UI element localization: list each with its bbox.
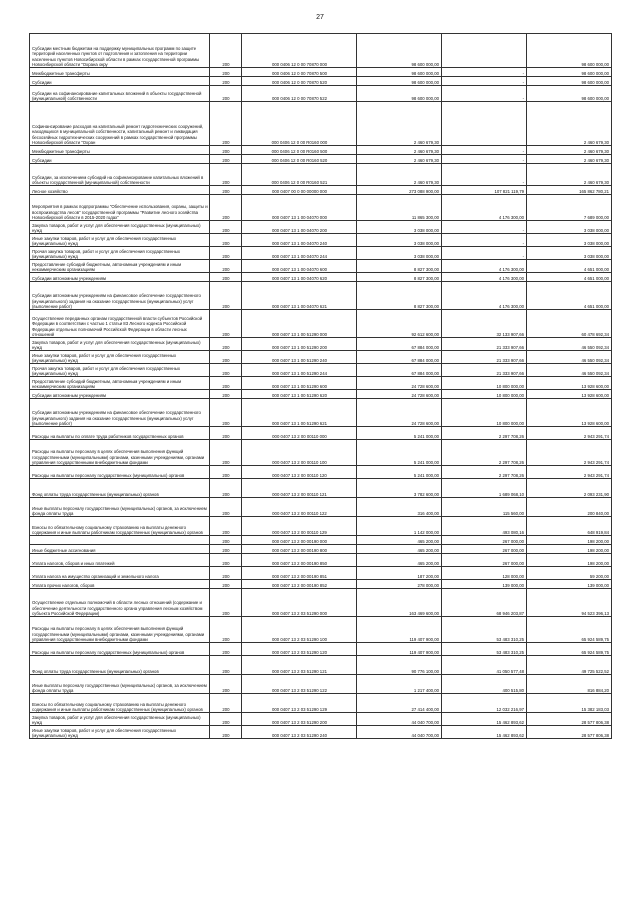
remaining-amount-cell: 15 382 183,03 <box>527 694 612 713</box>
admin-code-cell: 200 <box>210 377 242 390</box>
budget-code-cell: 000 0406 12 0 00 R0160 000 <box>242 102 357 146</box>
approved-amount-cell: 8 827 300,00 <box>357 282 442 310</box>
approved-amount-cell: 3 038 000,00 <box>357 221 442 234</box>
table-row <box>30 390 612 399</box>
expense-name-cell: Закупка товаров, работ и услуг для обеспечения государственных (муниципальных) нужд <box>30 338 210 351</box>
admin-code-cell: 200 <box>210 247 242 260</box>
executed-amount-cell: 41 050 577,48 <box>442 656 527 675</box>
executed-amount-cell: 4 176 300,00 <box>442 273 527 282</box>
expense-name-cell: Прочая закупка товаров, работ и услуг для обеспечения государственных (муниципальных) нужд <box>30 364 210 377</box>
remaining-amount-cell: 98 600 000,00 <box>527 86 612 102</box>
remaining-amount-cell: 3 038 000,00 <box>527 221 612 234</box>
remaining-amount-cell: 28 577 806,38 <box>527 713 612 726</box>
approved-amount-cell: 8 827 300,00 <box>357 260 442 273</box>
remaining-amount-cell: 59 200,00 <box>527 567 612 580</box>
approved-amount-cell: 3 038 000,00 <box>357 247 442 260</box>
expense-name-cell: Предоставление субсидий бюджетным, автономным учреждениям и иным некоммерческим организациям <box>30 377 210 390</box>
approved-amount-cell: 98 600 000,00 <box>357 86 442 102</box>
expense-name-cell: Мероприятия в рамках подпрограммы "Обеспечение использования, охраны, защиты и воспроизводства лесов" государственной программы "Развитие лесного хозяйства Новосибирской области в 2015-2020 годах" <box>30 195 210 221</box>
expense-name-cell: Субсидии на софинансирование капитальных вложений в объекты государственной (муниципальной) собственности <box>30 86 210 102</box>
executed-amount-cell: 2 297 708,26 <box>442 466 527 479</box>
executed-amount-cell: - <box>442 68 527 77</box>
expense-name-cell: Расходы на выплаты персоналу государственных (муниципальных) органов <box>30 466 210 479</box>
expense-name-cell: Взносы по обязательному социальному страхованию на выплаты денежного содержания и иные выплаты работникам государственных (муниципальных) органов <box>30 517 210 536</box>
table-row <box>30 567 612 580</box>
executed-amount-cell: 4 176 300,00 <box>442 282 527 310</box>
table-row <box>30 195 612 221</box>
budget-code-cell: 000 0406 12 0 00 R0160 521 <box>242 164 357 186</box>
approved-amount-cell: 273 088 900,00 <box>357 186 442 195</box>
remaining-amount-cell: 98 600 000,00 <box>527 34 612 68</box>
remaining-amount-cell: 2 460 679,30 <box>527 155 612 164</box>
budget-code-cell: 000 0407 13 1 00 51290 244 <box>242 364 357 377</box>
table-row <box>30 399 612 427</box>
table-row <box>30 466 612 479</box>
budget-code-cell: 000 0407 13 2 03 51290 120 <box>242 643 357 656</box>
approved-amount-cell: 90 776 100,00 <box>357 656 442 675</box>
admin-code-cell: 200 <box>210 440 242 466</box>
table-row <box>30 517 612 536</box>
table-row <box>30 155 612 164</box>
executed-amount-cell: 15 462 893,62 <box>442 713 527 726</box>
expense-name-cell: Уплата налога на имущество организаций и земельного налога <box>30 567 210 580</box>
executed-amount-cell: 107 821 119,79 <box>442 186 527 195</box>
table-row <box>30 440 612 466</box>
budget-table <box>29 33 612 739</box>
executed-amount-cell: 128 000,00 <box>442 567 527 580</box>
executed-amount-cell: 4 176 300,00 <box>442 195 527 221</box>
budget-code-cell: 000 0406 12 0 00 70870 522 <box>242 86 357 102</box>
executed-amount-cell: - <box>442 155 527 164</box>
expense-name-cell: Иные выплаты персоналу государственных (муниципальных) органов, за исключением фонда оплаты труда <box>30 498 210 517</box>
executed-amount-cell: 267 000,00 <box>442 554 527 567</box>
expense-name-cell: Субсидии <box>30 77 210 86</box>
table-row <box>30 221 612 234</box>
expense-name-cell: Закупка товаров, работ и услуг для обеспечения государственных (муниципальных) нужд <box>30 221 210 234</box>
executed-amount-cell: 267 000,00 <box>442 536 527 545</box>
table-row <box>30 479 612 498</box>
expense-name-cell: Субсидии автономным учреждениям <box>30 273 210 282</box>
remaining-amount-cell: 46 550 092,34 <box>527 364 612 377</box>
table-row <box>30 643 612 656</box>
executed-amount-cell: 10 800 000,00 <box>442 399 527 427</box>
executed-amount-cell: 267 000,00 <box>442 545 527 554</box>
admin-code-cell: 200 <box>210 479 242 498</box>
table-row <box>30 77 612 86</box>
approved-amount-cell: 3 782 600,00 <box>357 479 442 498</box>
expense-name-cell: Субсидии автономным учреждениям на финансовое обеспечение государственного (муниципального) задания на оказание государственных (муниципальных) услуг (выполнение работ) <box>30 399 210 427</box>
admin-code-cell: 200 <box>210 713 242 726</box>
executed-amount-cell: 1 689 068,10 <box>442 479 527 498</box>
executed-amount-cell: - <box>442 234 527 247</box>
expense-name-cell: Фонд оплаты труда государственных (муниципальных) органов <box>30 479 210 498</box>
remaining-amount-cell: 200 840,00 <box>527 498 612 517</box>
approved-amount-cell: 98 600 000,00 <box>357 68 442 77</box>
approved-amount-cell: 1 142 000,00 <box>357 517 442 536</box>
executed-amount-cell: - <box>442 247 527 260</box>
budget-code-cell: 000 0407 13 1 00 04070 200 <box>242 221 357 234</box>
approved-amount-cell: 8 827 300,00 <box>357 273 442 282</box>
admin-code-cell: 200 <box>210 589 242 617</box>
expense-name-cell: Софинансирование расходов на капитальный ремонт гидротехнических сооружений, находящихся в муниципальной собственности, капитальный ремонт и ликвидация бесхозяйных гидротехнических сооружений в рамках государственной программы Новосибирской области "Охран <box>30 102 210 146</box>
table-row <box>30 260 612 273</box>
budget-code-cell: 000 0407 13 2 00 00110 100 <box>242 440 357 466</box>
remaining-amount-cell: 13 928 600,00 <box>527 377 612 390</box>
executed-amount-cell: 21 333 907,66 <box>442 351 527 364</box>
expense-name-cell: Уплата прочих налогов, сборов <box>30 580 210 589</box>
approved-amount-cell: 92 612 600,00 <box>357 310 442 338</box>
executed-amount-cell: 12 032 216,97 <box>442 694 527 713</box>
approved-amount-cell: 119 407 900,00 <box>357 643 442 656</box>
admin-code-cell: 200 <box>210 545 242 554</box>
expense-name-cell: Фонд оплаты труда государственных (муниципальных) органов <box>30 656 210 675</box>
budget-code-cell: 000 0407 13 2 00 00110 000 <box>242 427 357 440</box>
remaining-amount-cell: 49 725 522,52 <box>527 656 612 675</box>
expense-name-cell: Расходы на выплаты персоналу государственных (муниципальных) органов <box>30 643 210 656</box>
remaining-amount-cell: 2 943 291,74 <box>527 440 612 466</box>
expense-name-cell: Осуществление переданных органам государственной власти субъектов Российской Федерации в соответствии с частью 1 статьи 83 Лесного кодекса Российской Федерации отдельных полномочий Российской Федерации в области лесных отношений <box>30 310 210 338</box>
budget-code-cell: 000 0407 13 2 00 00190 800 <box>242 545 357 554</box>
remaining-amount-cell: 816 884,20 <box>527 675 612 694</box>
approved-amount-cell: 67 884 000,00 <box>357 364 442 377</box>
admin-code-cell: 200 <box>210 195 242 221</box>
budget-code-cell: 000 0407 13 2 00 00110 120 <box>242 466 357 479</box>
approved-amount-cell: 187 200,00 <box>357 567 442 580</box>
admin-code-cell: 200 <box>210 580 242 589</box>
executed-amount-cell: 32 133 907,66 <box>442 310 527 338</box>
budget-code-cell: 000 0407 13 1 00 04070 000 <box>242 195 357 221</box>
approved-amount-cell: 24 728 600,00 <box>357 390 442 399</box>
admin-code-cell: 200 <box>210 656 242 675</box>
budget-code-cell: 000 0407 13 2 03 51290 129 <box>242 694 357 713</box>
budget-code-cell: 000 0407 13 1 00 04070 244 <box>242 247 357 260</box>
budget-code-cell: 000 0407 13 1 00 04070 600 <box>242 260 357 273</box>
admin-code-cell: 200 <box>210 221 242 234</box>
executed-amount-cell: 139 000,00 <box>442 580 527 589</box>
executed-amount-cell <box>442 34 527 68</box>
budget-code-cell: 000 0407 13 2 03 51290 240 <box>242 726 357 739</box>
expense-name-cell: Прочая закупка товаров, работ и услуг для обеспечения государственных (муниципальных) нужд <box>30 247 210 260</box>
approved-amount-cell: 98 600 000,00 <box>357 77 442 86</box>
admin-code-cell: 200 <box>210 694 242 713</box>
remaining-amount-cell: 139 000,00 <box>527 580 612 589</box>
remaining-amount-cell: 2 943 291,74 <box>527 466 612 479</box>
expense-name-cell: Иные закупки товаров, работ и услуг для обеспечения государственных (муниципальных) нужд <box>30 726 210 739</box>
executed-amount-cell: - <box>442 221 527 234</box>
budget-code-cell: 000 0407 13 2 00 00110 129 <box>242 517 357 536</box>
table-row <box>30 86 612 102</box>
expense-name-cell: Лесное хозяйство <box>30 186 210 195</box>
budget-code-cell: 000 0407 13 2 03 51290 200 <box>242 713 357 726</box>
executed-amount-cell: 15 462 893,62 <box>442 726 527 739</box>
budget-code-cell: 000 0407 13 2 03 51290 122 <box>242 675 357 694</box>
table-row <box>30 364 612 377</box>
admin-code-cell: 200 <box>210 164 242 186</box>
table-row <box>30 102 612 146</box>
executed-amount-cell: - <box>442 77 527 86</box>
remaining-amount-cell: 4 651 000,00 <box>527 282 612 310</box>
table-row <box>30 498 612 517</box>
executed-amount-cell <box>442 102 527 146</box>
admin-code-cell: 200 <box>210 567 242 580</box>
admin-code-cell: 200 <box>210 155 242 164</box>
table-row <box>30 164 612 186</box>
budget-code-cell: 000 0407 13 2 00 00110 121 <box>242 479 357 498</box>
budget-code-cell: 000 0407 13 1 00 51290 200 <box>242 338 357 351</box>
table-row <box>30 351 612 364</box>
remaining-amount-cell: 13 928 600,00 <box>527 399 612 427</box>
budget-code-cell: 000 0406 12 0 00 70870 520 <box>242 77 357 86</box>
expense-name-cell: Субсидии автономным учреждениям <box>30 390 210 399</box>
executed-amount-cell: 21 333 907,66 <box>442 338 527 351</box>
budget-code-cell: 000 0407 13 1 00 51290 000 <box>242 310 357 338</box>
admin-code-cell: 200 <box>210 86 242 102</box>
budget-code-cell: 000 0407 13 2 00 00110 122 <box>242 498 357 517</box>
expense-name-cell: Субсидии автономным учреждениям на финансовое обеспечение государственного (муниципального) задания на оказание государственных (муниципальных) услуг (выполнение работ) <box>30 282 210 310</box>
admin-code-cell: 200 <box>210 186 242 195</box>
approved-amount-cell: 163 469 600,00 <box>357 589 442 617</box>
admin-code-cell: 200 <box>210 234 242 247</box>
budget-code-cell: 000 0407 13 1 00 51290 621 <box>242 399 357 427</box>
remaining-amount-cell: 28 577 806,38 <box>527 726 612 739</box>
remaining-amount-cell: 3 038 000,00 <box>527 247 612 260</box>
budget-code-cell: 000 0407 13 1 00 51290 620 <box>242 390 357 399</box>
table-row <box>30 247 612 260</box>
approved-amount-cell: 2 460 679,30 <box>357 155 442 164</box>
remaining-amount-cell: 2 460 679,30 <box>527 164 612 186</box>
admin-code-cell: 200 <box>210 726 242 739</box>
expense-name-cell <box>30 536 210 545</box>
table-row <box>30 34 612 68</box>
table-row <box>30 186 612 195</box>
approved-amount-cell: 11 865 300,00 <box>357 195 442 221</box>
executed-amount-cell: 53 483 310,25 <box>442 643 527 656</box>
approved-amount-cell: 5 241 000,00 <box>357 440 442 466</box>
admin-code-cell: 200 <box>210 675 242 694</box>
budget-code-cell: 000 0407 13 2 03 51290 000 <box>242 589 357 617</box>
expense-name-cell: Межбюджетные трансферты <box>30 68 210 77</box>
remaining-amount-cell: 13 928 600,00 <box>527 390 612 399</box>
budget-code-cell: 000 0407 13 2 00 00190 851 <box>242 567 357 580</box>
table-row <box>30 273 612 282</box>
approved-amount-cell: 44 040 700,00 <box>357 726 442 739</box>
budget-code-cell: 000 0407 13 2 03 51290 121 <box>242 656 357 675</box>
approved-amount-cell: 5 241 000,00 <box>357 427 442 440</box>
admin-code-cell: 200 <box>210 554 242 567</box>
admin-code-cell: 200 <box>210 310 242 338</box>
admin-code-cell: 200 <box>210 68 242 77</box>
expense-name-cell: Иные выплаты персоналу государственных (муниципальных) органов, за исключением фонда оплаты труда <box>30 675 210 694</box>
table-row <box>30 310 612 338</box>
budget-code-cell: 000 0407 00 0 00 00000 000 <box>242 186 357 195</box>
expense-name-cell: Межбюджетные трансферты <box>30 146 210 155</box>
table-row <box>30 146 612 155</box>
table-row <box>30 656 612 675</box>
remaining-amount-cell: 2 460 679,30 <box>527 146 612 155</box>
executed-amount-cell: 2 297 708,26 <box>442 440 527 466</box>
budget-code-cell: 000 0407 13 1 00 04070 240 <box>242 234 357 247</box>
approved-amount-cell: 465 200,00 <box>357 554 442 567</box>
table-row <box>30 694 612 713</box>
expense-name-cell: Уплата налогов, сборов и иных платежей <box>30 554 210 567</box>
remaining-amount-cell: 2 093 231,90 <box>527 479 612 498</box>
remaining-amount-cell: 198 200,00 <box>527 545 612 554</box>
budget-code-cell: 000 0407 13 1 00 04070 620 <box>242 273 357 282</box>
table-row <box>30 580 612 589</box>
remaining-amount-cell: 2 943 291,74 <box>527 427 612 440</box>
table-row <box>30 589 612 617</box>
approved-amount-cell: 67 884 000,00 <box>357 338 442 351</box>
admin-code-cell: 200 <box>210 498 242 517</box>
budget-code-cell: 000 0407 13 2 00 00190 850 <box>242 554 357 567</box>
expense-name-cell: Расходы на выплаты персоналу в целях обеспечения выполнения функций государственными (муниципальными) органами, казенными учреждениями, органами управления государственными внебюджетными фондами <box>30 617 210 643</box>
table-row <box>30 282 612 310</box>
table-row <box>30 427 612 440</box>
table-row <box>30 675 612 694</box>
budget-code-cell: 000 0406 12 0 00 R0160 500 <box>242 146 357 155</box>
table-row <box>30 726 612 739</box>
admin-code-cell: 200 <box>210 617 242 643</box>
approved-amount-cell: 67 884 000,00 <box>357 351 442 364</box>
admin-code-cell: 200 <box>210 643 242 656</box>
approved-amount-cell: 2 460 679,30 <box>357 164 442 186</box>
approved-amount-cell: 3 038 000,00 <box>357 234 442 247</box>
admin-code-cell: 200 <box>210 260 242 273</box>
remaining-amount-cell: 65 924 589,75 <box>527 617 612 643</box>
remaining-amount-cell: 46 550 092,34 <box>527 338 612 351</box>
expense-name-cell: Субсидии, за исключением субсидий на софинансирование капитальных вложений в объекты государственной (муниципальной) собственности <box>30 164 210 186</box>
approved-amount-cell: 119 407 900,00 <box>357 617 442 643</box>
budget-code-cell: 000 0407 13 1 00 04070 621 <box>242 282 357 310</box>
executed-amount-cell: 68 946 203,87 <box>442 589 527 617</box>
table-row <box>30 338 612 351</box>
budget-code-cell: 000 0407 13 1 00 51290 240 <box>242 351 357 364</box>
executed-amount-cell: 10 800 000,00 <box>442 377 527 390</box>
remaining-amount-cell: 65 924 589,75 <box>527 643 612 656</box>
remaining-amount-cell: 46 550 092,34 <box>527 351 612 364</box>
executed-amount-cell: 53 483 310,25 <box>442 617 527 643</box>
expense-name-cell: Расходы на выплаты персоналу в целях обеспечения выполнения функций государственными (муниципальными) органами, казенными учреждениями, органами управления государственными внебюджетными фондами <box>30 440 210 466</box>
approved-amount-cell: 465 200,00 <box>357 545 442 554</box>
approved-amount-cell: 2 460 679,30 <box>357 146 442 155</box>
executed-amount-cell: - <box>442 164 527 186</box>
remaining-amount-cell: 4 651 000,00 <box>527 273 612 282</box>
expense-name-cell: Взносы по обязательному социальному страхованию на выплаты денежного содержания и иные выплаты работникам государственных (муниципальных) органов <box>30 694 210 713</box>
expense-name-cell: Субсидии местным бюджетам на поддержку муниципальных программ по защите территорий населенных пунктов от подтопления и затопления на территории населенных пунктов Новосибирской области в рамках государственной программы Новосибирской области "Охрана окру <box>30 34 210 68</box>
budget-code-cell: 000 0407 13 2 03 51290 100 <box>242 617 357 643</box>
admin-code-cell: 200 <box>210 77 242 86</box>
approved-amount-cell: 1 217 400,00 <box>357 675 442 694</box>
remaining-amount-cell: 3 038 000,00 <box>527 234 612 247</box>
admin-code-cell: 200 <box>210 282 242 310</box>
budget-code-cell: 000 0407 13 1 00 51290 600 <box>242 377 357 390</box>
table-row <box>30 377 612 390</box>
admin-code-cell: 200 <box>210 364 242 377</box>
approved-amount-cell: 44 040 700,00 <box>357 713 442 726</box>
expense-name-cell: Иные закупки товаров, работ и услуг для обеспечения государственных (муниципальных) нужд <box>30 351 210 364</box>
remaining-amount-cell: 2 460 679,30 <box>527 102 612 146</box>
remaining-amount-cell: 60 478 692,34 <box>527 310 612 338</box>
budget-code-cell: 000 0406 12 0 00 70870 000 <box>242 34 357 68</box>
page-number: 27 <box>316 14 324 21</box>
remaining-amount-cell: 4 651 000,00 <box>527 260 612 273</box>
admin-code-cell: 200 <box>210 351 242 364</box>
approved-amount-cell: 316 400,00 <box>357 498 442 517</box>
admin-code-cell: 200 <box>210 517 242 536</box>
remaining-amount-cell: 648 919,84 <box>527 517 612 536</box>
table-row <box>30 617 612 643</box>
budget-code-cell: 000 0407 13 2 00 00190 852 <box>242 580 357 589</box>
admin-code-cell: 200 <box>210 146 242 155</box>
executed-amount-cell: 10 800 000,00 <box>442 390 527 399</box>
approved-amount-cell: 27 414 400,00 <box>357 694 442 713</box>
admin-code-cell: 200 <box>210 399 242 427</box>
table-row <box>30 554 612 567</box>
remaining-amount-cell: 198 200,00 <box>527 536 612 545</box>
table-row <box>30 234 612 247</box>
remaining-amount-cell: 98 600 000,00 <box>527 77 612 86</box>
remaining-amount-cell: 7 689 000,00 <box>527 195 612 221</box>
admin-code-cell: 200 <box>210 102 242 146</box>
admin-code-cell: 200 <box>210 390 242 399</box>
admin-code-cell: 200 <box>210 338 242 351</box>
table-row <box>30 68 612 77</box>
expense-name-cell: Закупка товаров, работ и услуг для обеспечения государственных (муниципальных) нужд <box>30 713 210 726</box>
executed-amount-cell: 2 297 708,26 <box>442 427 527 440</box>
approved-amount-cell: 24 728 600,00 <box>357 399 442 427</box>
table-row <box>30 545 612 554</box>
approved-amount-cell: 278 000,00 <box>357 580 442 589</box>
admin-code-cell: 200 <box>210 466 242 479</box>
budget-table-body <box>30 34 612 739</box>
approved-amount-cell: 5 241 000,00 <box>357 466 442 479</box>
budget-code-cell: 000 0407 13 2 00 00190 000 <box>242 536 357 545</box>
remaining-amount-cell: 94 523 396,13 <box>527 589 612 617</box>
admin-code-cell: 200 <box>210 536 242 545</box>
table-row <box>30 536 612 545</box>
executed-amount-cell: - <box>442 86 527 102</box>
remaining-amount-cell: 98 600 000,00 <box>527 68 612 77</box>
executed-amount-cell: 4 176 300,00 <box>442 260 527 273</box>
executed-amount-cell: 493 080,16 <box>442 517 527 536</box>
admin-code-cell: 200 <box>210 427 242 440</box>
expense-name-cell: Расходы на выплаты по оплате труда работников государственных органов <box>30 427 210 440</box>
remaining-amount-cell: 198 200,00 <box>527 554 612 567</box>
approved-amount-cell: 98 600 000,00 <box>357 34 442 68</box>
approved-amount-cell: 24 728 600,00 <box>357 377 442 390</box>
executed-amount-cell: 400 515,80 <box>442 675 527 694</box>
expense-name-cell: Иные закупки товаров, работ и услуг для обеспечения государственных (муниципальных) нужд <box>30 234 210 247</box>
budget-code-cell: 000 0406 12 0 00 R0160 520 <box>242 155 357 164</box>
executed-amount-cell: 21 333 907,66 <box>442 364 527 377</box>
executed-amount-cell: - <box>442 146 527 155</box>
expense-name-cell: Предоставление субсидий бюджетным, автономным учреждениям и иным некоммерческим организациям <box>30 260 210 273</box>
remaining-amount-cell: 165 862 780,21 <box>527 186 612 195</box>
executed-amount-cell: 115 560,00 <box>442 498 527 517</box>
expense-name-cell: Иные бюджетные ассигнования <box>30 545 210 554</box>
expense-name-cell: Осуществление отдельных полномочий в области лесных отношений (содержание и обеспечение деятельности государственного органа управления лесным хозяйством субъекта Российской Федерации) <box>30 589 210 617</box>
approved-amount-cell: 2 460 679,30 <box>357 102 442 146</box>
budget-code-cell: 000 0406 12 0 00 70870 500 <box>242 68 357 77</box>
admin-code-cell: 200 <box>210 34 242 68</box>
table-row <box>30 713 612 726</box>
admin-code-cell: 200 <box>210 273 242 282</box>
approved-amount-cell: 465 200,00 <box>357 536 442 545</box>
expense-name-cell: Субсидии <box>30 155 210 164</box>
